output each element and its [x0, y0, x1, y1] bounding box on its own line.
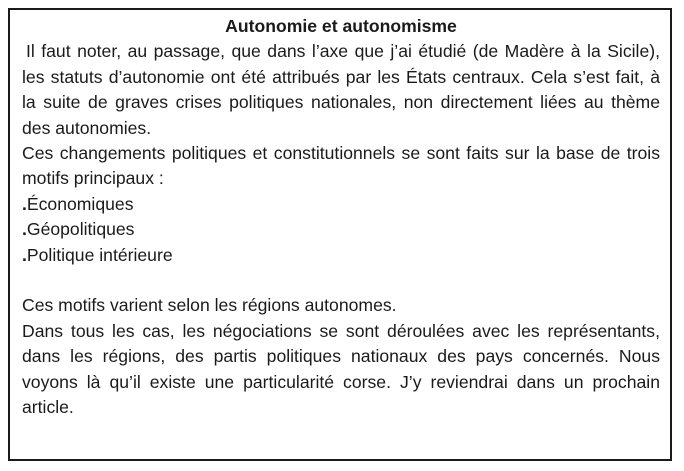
motif-label: Économiques — [26, 193, 134, 214]
paragraph-intro: Il faut noter, au passage, que dans l’axe que j’ai étudié (de Madère à la Sicile), les statuts d’autonomie ont été attribués par les États centraux. Cela s’est fait, à la suite de graves crises politiques nationales, non directement liées au thème des autonomies. — [22, 41, 660, 138]
text-box — [8, 8, 672, 461]
motif-label: Politique intérieure — [26, 244, 173, 265]
bullet-marker: . — [22, 244, 27, 265]
motif-item — [22, 192, 660, 217]
motif-item — [22, 243, 660, 268]
paragraph-regions: Ces motifs varient selon les régions autonomes. — [22, 295, 397, 316]
motif-label: Géopolitiques — [26, 219, 135, 240]
motif-item — [22, 217, 660, 242]
bullet-marker: . — [22, 193, 27, 214]
box-title: Autonomie et autonomisme — [225, 16, 457, 36]
paragraph-negotiations: Dans tous les cas, les négociations se sont déroulées avec les représentants, dans les régions, des partis politiques nationaux des pays concernés. Nous voyons là qu’il existe une particularité corse. J’y reviendrai dans un prochain article. — [22, 320, 660, 418]
bullet-marker: . — [22, 219, 27, 240]
blank-line — [22, 268, 660, 293]
paragraph-motives: Ces changements politiques et constitutionnels se sont faits sur la base de trois motifs principaux : — [22, 143, 660, 189]
